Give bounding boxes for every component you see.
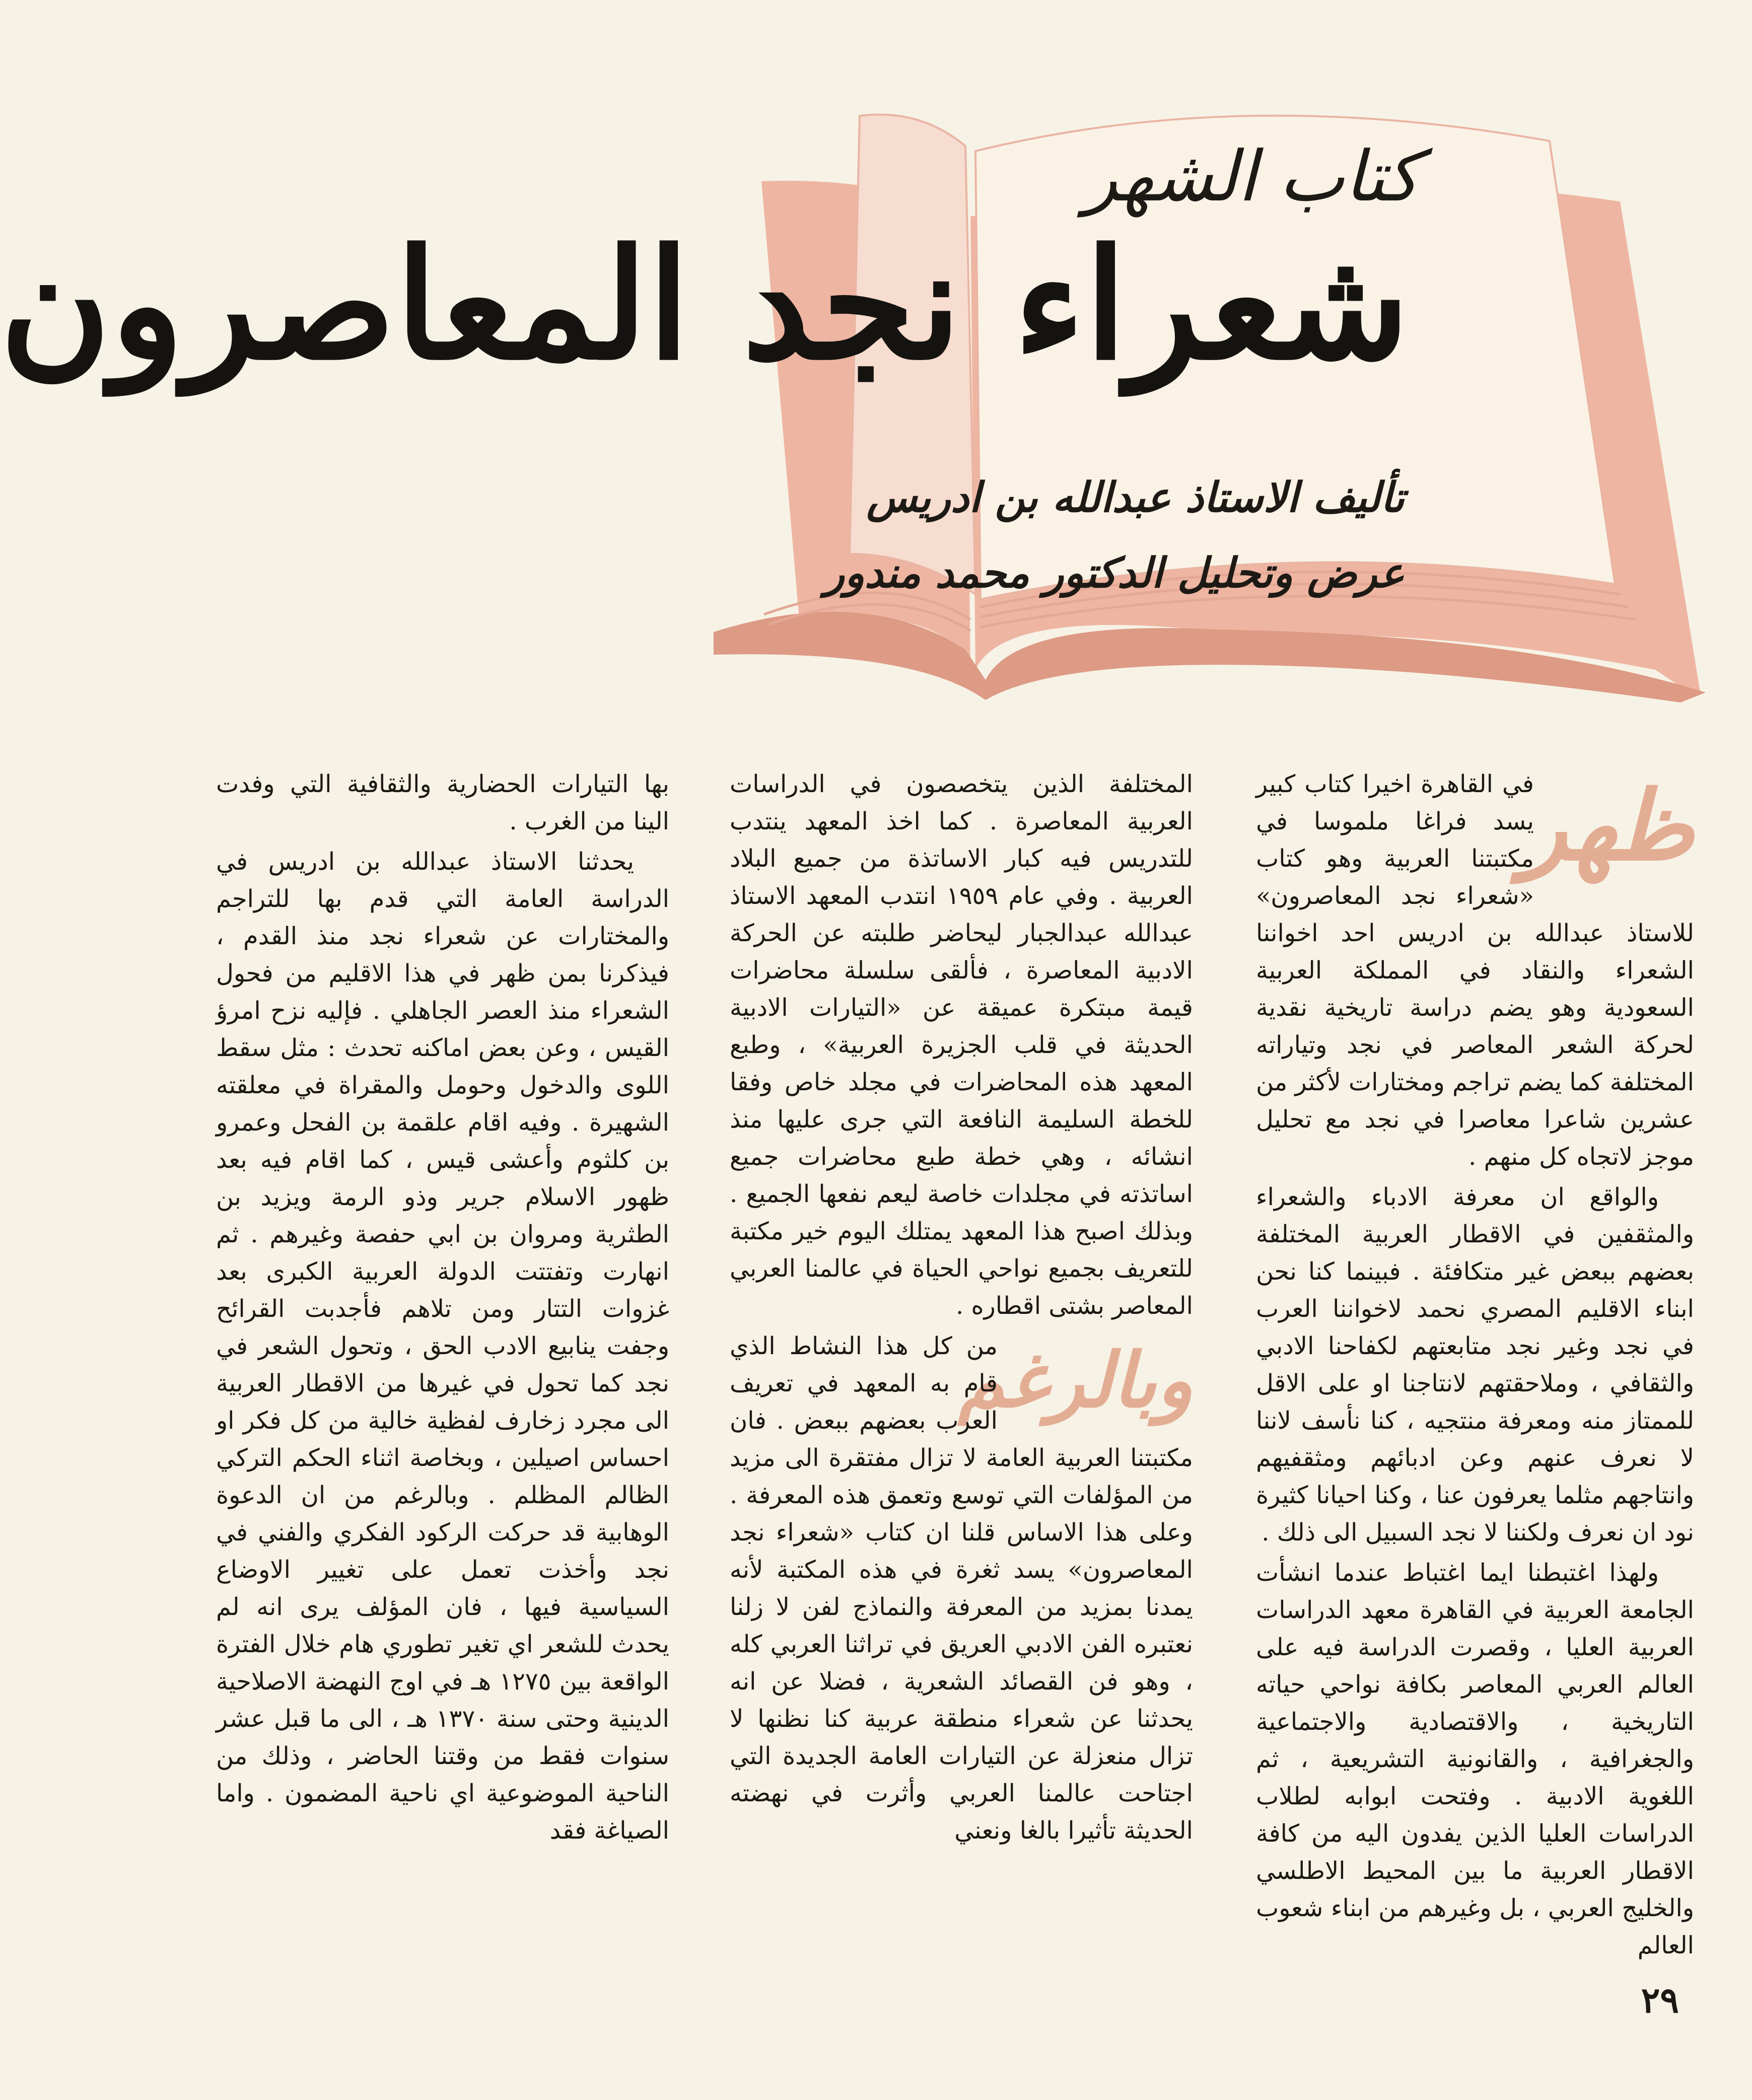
paragraph: يحدثنا الاستاذ عبدالله بن ادريس في الدراسة العامة التي قدم بها للتراجم والمختارات عن شعراء نجد منذ القدم ، فيذكرنا بمن ظهر في هذا الاقليم من فحول الشعراء منذ العصر الجاهلي . فإليه نزح امرؤ القيس ، وعن بعض اماكنه تحدث : مثل سقط اللوى والدخول وحومل والمقراة في معلقته الشهيرة . وفيه اقام علقمة بن الفحل وعمرو بن كلثوم وأعشى قيس ، كما اقام فيه بعد ظهور الاسلام جرير وذو الرمة ويزيد بن الطثرية ومروان بن ابي حفصة وغيرهم . ثم انهارت وتفتتت الدولة العربية الكبرى بعد غزوات التتار ومن تلاهم فأجدبت القرائح وجفت ينابيع الادب الحق ، وتحول الشعر في نجد كما تحول في غيرها من الاقطار العربية الى مجرد زخارف لفظية خالية من كل فكر او احساس اصيلين ، وبخاصة اثناء الحكم التركي الظالم المظلم . وبالرغم من ان الدعوة الوهابية قد حركت الركود الفكري والفني في نجد وأخذت تعمل على تغيير الاوضاع السياسية فيها ، فان المؤلف يرى انه لم يحدث للشعر اي تغير تطوري هام خلال الفترة الواقعة بين ١٢٧٥ هـ في اوج النهضة الاصلاحية الدينية وحتى سنة ١٣٧٠ هـ ، الى ما قبل عشر سنوات فقط من وقتنا الحاضر ، وذلك من الناحية الموضوعية اي ناحية المضمون . واما الصياغة فقد: [216, 848, 670, 1845]
author-credit: تأليف الاستاذ عبدالله بن ادريس: [866, 473, 1405, 522]
paragraph: ولهذا اغتبطنا ايما اغتباط عندما انشأت الجامعة العربية في القاهرة معهد الدراسات العربية العليا ، وقصرت الدراسة فيه على العالم العربي المعاصر بكافة نواحي حياته التاريخية ، والاقتصادية والاجتماعية والجغرافية ، والقانونية التشريعية ، ثم اللغوية الادبية . وفتحت ابوابه لطلاب الدراسات العليا الذين يفدون اليه من كافة الاقطار العربية ما بين المحيط الاطلسي والخليج العربي ، بل وغيرهم من ابناء شعوب العالم: [1256, 1559, 1695, 1959]
paragraph: في القاهرة اخيرا كتاب كبير يسد فراغا ملموسا في مكتبتنا العربية وهو كتاب «شعراء نجد المعاصرون» للاستاذ عبدالله بن ادريس احد اخواننا الشعراء والنقاد في المملكة العربية السعودية وهو يضم دراسة تاريخية نقدية لحركة الشعر المعاصر في نجد وتياراته المختلفة كما يضم تراجم ومختارات لأكثر من عشرين شاعرا معاصرا في نجد مع تحليل موجز لاتجاه كل منهم .: [1256, 770, 1694, 1171]
paragraph: المختلفة الذين يتخصصون في الدراسات العربية المعاصرة . كما اخذ المعهد ينتدب للتدريس فيه كبار الاساتذة من جميع البلاد العربية . وفي عام ١٩٥٩ انتدب المعهد الاستاذ عبدالله عبدالجبار ليحاضر طلبته عن الحركة الادبية المعاصرة ، فألقى سلسلة محاضرات قيمة مبتكرة عميقة عن «التيارات الادبية الحديثة في قلب الجزيرة العربية» ، وطبع المعهد هذه المحاضرات في مجلد خاص وفقا للخطة السليمة النافعة التي جرى عليها منذ انشائه ، وهي خطة طبع محاضرات جميع اساتذته في مجلدات خاصة ليعم نفعها الجميع . وبذلك اصبح هذا المعهد يمتلك اليوم خير مكتبة للتعريف بجميع نواحي الحياة في عالمنا العربي المعاصر بشتى اقطاره .: [730, 770, 1194, 1320]
article-column-2: [730, 765, 1193, 1939]
drop-cap-section: وبالرغم: [958, 1336, 1193, 1425]
paragraph: بها التيارات الحضارية والثقافية التي وفدت الينا من الغرب .: [216, 770, 669, 835]
drop-cap-opening: ظهر: [1521, 769, 1694, 882]
article-title: شعراء نجد المعاصرون: [0, 216, 1410, 393]
paragraph: والواقع ان معرفة الادباء والشعراء والمثقفين في الاقطار العربية المختلفة بعضهم ببعض غير متكافئة . فبينما كنا نحن ابناء الاقليم المصري نحمد لاخواننا العرب في نجد وغير نجد متابعتهم لكفاحنا الادبي والثقافي ، وملاحقتهم لانتاجنا او على الاقل للممتاز منه ومعرفة منتجيه ، كنا نأسف لاننا لا نعرف عنهم وعن ادبائهم ومثقفيهم وانتاجهم مثلما يعرفون عنا ، وكنا احيانا كثيرة نود ان نعرف ولكننا لا نجد السبيل الى ذلك .: [1256, 1183, 1695, 1547]
paragraph: من كل هذا النشاط الذي قام به المعهد في تعريف العرب بعضهم ببعض . فان مكتبتنا العربية العامة لا تزال مفتقرة الى مزيد من المؤلفات التي توسع وتعمق هذه المعرفة . وعلى هذا الاساس قلنا ان كتاب «شعراء نجد المعاصرون» يسد ثغرة في هذه المكتبة لأنه يمدنا بمزيد من المعرفة والنماذج لفن لا زلنا نعتبره الفن الادبي العريق في تراثنا العربي كله ، وهو فن القصائد الشعرية ، فضلا عن انه يحدثنا عن شعراء منطقة عربية كنا نظنها لا تزال منعزلة عن التيارات العامة الجديدة التي اجتاحت عالمنا العربي وأثرت في نهضته الحديثة تأثيرا بالغا ونعني: [730, 1332, 1193, 1845]
article-column-1: [1256, 765, 1695, 1959]
article-column-3: [216, 765, 669, 1939]
page-number: ٢٩: [1641, 1979, 1679, 2021]
review-credit: عرض وتحليل الدكتور محمد مندور: [824, 549, 1405, 597]
column-kicker: كتاب الشهر: [1084, 136, 1420, 217]
